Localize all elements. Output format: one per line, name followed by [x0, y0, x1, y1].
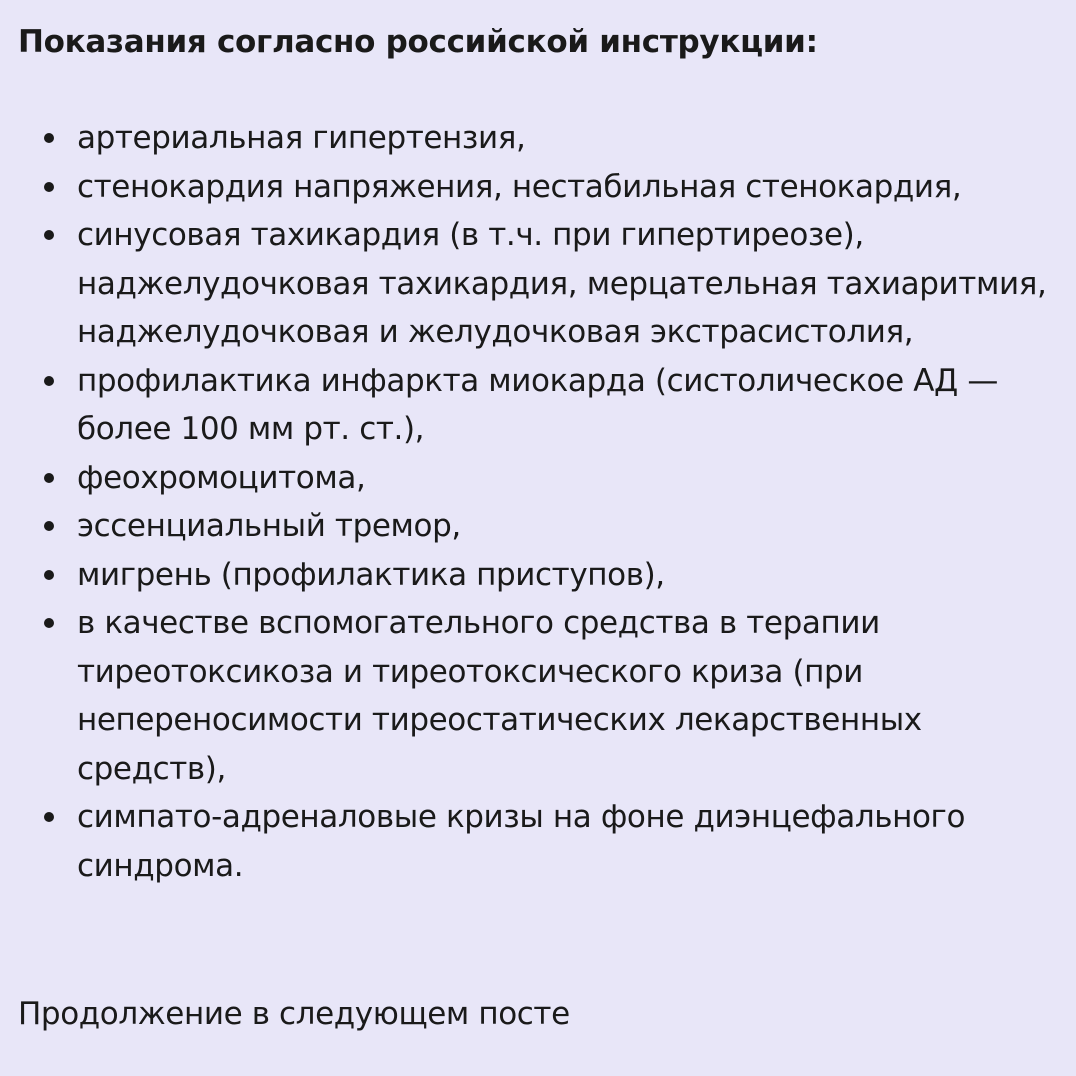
bullet-icon [44, 230, 54, 240]
bullet-icon [44, 473, 54, 483]
list-item-text: синусовая тахикардия (в т.ч. при гипертиреозе), наджелудочковая тахикардия, мерцательная тахиаритмия, наджелудочковая и желудочковая экстрасистолия, [77, 217, 1047, 350]
bullet-icon [44, 133, 54, 143]
list-item-text: стенокардия напряжения, нестабильная стенокардия, [77, 168, 962, 205]
list-item-text: в качестве вспомогательного средства в терапии тиреотоксикоза и тиреотоксического криза (при непереносимости тиреостатических лекарственных средств), [77, 605, 922, 787]
list-item [44, 357, 1064, 454]
list-item [44, 599, 1064, 793]
list-item-text: симпато-адреналовые кризы на фоне диэнцефального синдрома. [77, 799, 966, 884]
bullet-icon [44, 182, 54, 192]
list-item [44, 114, 1064, 163]
bullet-icon [44, 618, 54, 628]
list-item-text: профилактика инфаркта миокарда (систолическое АД — более 100 мм рт. ст.), [77, 362, 998, 447]
bullet-icon [44, 570, 54, 580]
bullet-icon [44, 376, 54, 386]
list-item-text: мигрень (профилактика приступов), [77, 556, 665, 593]
list-item [44, 163, 1064, 212]
list-item [44, 454, 1064, 503]
list-item-text: эссенциальный тремор, [77, 508, 461, 544]
list-item-text: феохромоцитома, [77, 459, 366, 496]
list-item [44, 211, 1064, 357]
list-item [44, 793, 1064, 890]
list-item [44, 551, 1064, 600]
indications-list [44, 114, 1064, 890]
list-item [44, 502, 1064, 551]
heading: Показания согласно российской инструкции: [18, 24, 818, 60]
bullet-icon [44, 521, 54, 531]
list-item-text: артериальная гипертензия, [77, 120, 526, 156]
continuation-note: Продолжение в следующем посте [18, 996, 570, 1032]
bullet-icon [44, 812, 54, 822]
